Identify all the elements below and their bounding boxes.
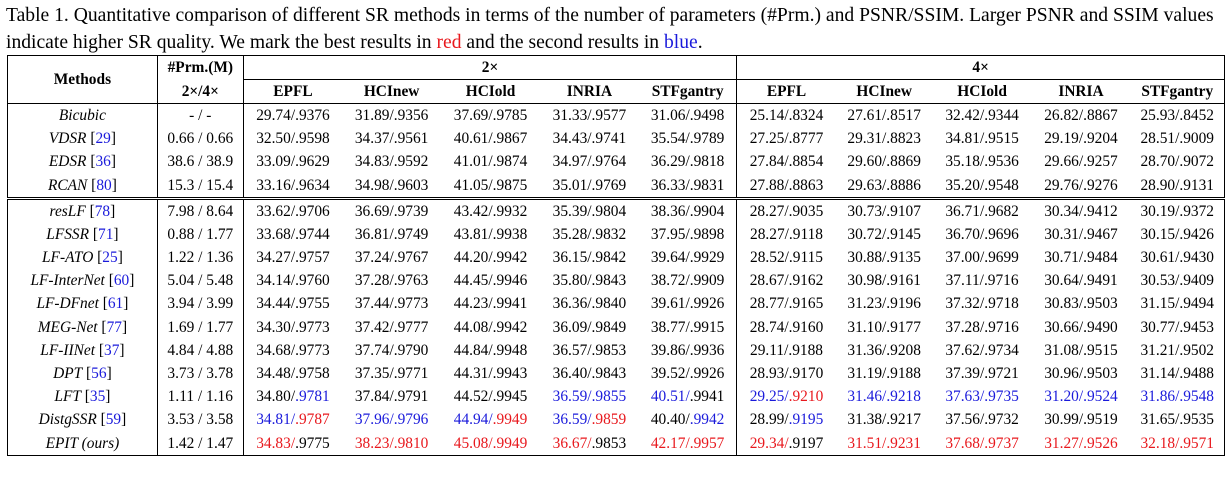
metric-cell: 38.36/.9904 <box>639 199 737 224</box>
param-count: 1.11 / 1.16 <box>157 386 243 409</box>
table-row <box>8 223 1225 246</box>
param-count: 3.53 / 3.58 <box>157 409 243 432</box>
param-count: 3.73 / 3.78 <box>157 362 243 385</box>
metric-cell: 30.77/.9453 <box>1130 316 1224 339</box>
metric-cell: 31.46/.9218 <box>847 388 921 406</box>
metric-cell: 44.08/.9942 <box>453 318 528 336</box>
param-count: 1.42 / 1.47 <box>157 432 243 456</box>
metric-cell: 30.66/.9490 <box>1044 318 1118 336</box>
header-dataset: EPFL <box>243 80 342 104</box>
metric-cell: 29.25/.9210 <box>749 388 824 406</box>
metric-cell: 31.89/.9356 <box>342 104 441 128</box>
metric-cell: 30.19/.9372 <box>1130 199 1224 224</box>
metric-cell: 37.68/.9737 <box>933 432 1032 456</box>
citation-link[interactable]: 56 <box>91 365 107 383</box>
header-scale-2x: 2× <box>243 56 737 80</box>
method-name: Bicubic <box>8 104 158 128</box>
metric-cell: 29.74/.9376 <box>243 104 342 128</box>
metric-cell: 34.37/.9561 <box>354 130 429 148</box>
metric-cell: 38.72/.9909 <box>639 270 737 293</box>
citation-link[interactable]: 37 <box>104 341 120 359</box>
header-dataset: EPFL <box>737 80 836 104</box>
citation-link[interactable]: 36 <box>95 153 111 171</box>
metric-cell: 44.31/.9943 <box>453 365 528 383</box>
metric-cell: 31.38/.9217 <box>847 411 921 429</box>
metric-cell: 35.01/.9769 <box>540 174 639 199</box>
table-caption <box>6 2 1228 56</box>
metric-cell: 31.20/.9524 <box>1044 388 1118 406</box>
header-dataset: STFgantry <box>639 80 737 104</box>
metric-cell: 36.70/.9696 <box>945 225 1019 243</box>
metric-cell: 37.56/.9732 <box>945 411 1019 429</box>
metric-cell: 35.18/.9536 <box>945 153 1019 171</box>
metric-cell: 30.34/.9412 <box>1032 199 1131 224</box>
citation-link[interactable]: 80 <box>96 176 112 194</box>
metric-cell: 36.33/.9831 <box>639 174 737 199</box>
metric-cell: 37.42/.9777 <box>354 318 429 336</box>
method-name: LF-DFnet [61] <box>8 293 158 316</box>
header-dataset: HCIold <box>933 80 1032 104</box>
metric-cell: 42.17/.9957 <box>639 432 737 456</box>
metric-cell: 37.44/.9773 <box>354 295 429 313</box>
header-dataset: INRIA <box>1032 80 1131 104</box>
method-name: LFSSR [71] <box>8 223 158 246</box>
method-name: DistgSSR [59] <box>8 409 158 432</box>
metric-cell: 33.62/.9706 <box>243 199 342 224</box>
param-count: 3.94 / 3.99 <box>157 293 243 316</box>
method-name: VDSR [29] <box>8 128 158 151</box>
header-scale-4x: 4× <box>737 56 1225 80</box>
metric-cell: 41.05/.9875 <box>441 174 540 199</box>
param-count: 1.69 / 1.77 <box>157 316 243 339</box>
metric-cell: 27.25/.8777 <box>749 130 824 148</box>
metric-cell: 39.52/.9926 <box>639 362 737 385</box>
metric-cell: 33.68/.9744 <box>256 225 330 243</box>
metric-cell: 27.61/.8517 <box>836 104 933 128</box>
metric-cell: 31.10/.9177 <box>847 318 921 336</box>
metric-cell: 30.53/.9409 <box>1130 270 1224 293</box>
metric-cell: 36.59/.9855 <box>552 388 627 406</box>
metric-cell: 31.36/.9208 <box>847 341 921 359</box>
metric-cell: 30.64/.9491 <box>1044 272 1118 290</box>
caption-red-word: red <box>436 32 462 53</box>
param-count: 15.3 / 15.4 <box>157 174 243 199</box>
metric-cell: 28.93/.9170 <box>749 365 824 383</box>
param-count: 1.22 / 1.36 <box>157 247 243 270</box>
metric-cell: 27.88/.8863 <box>737 174 836 199</box>
table-row <box>8 247 1225 270</box>
metric-cell: 34.27/.9757 <box>256 249 330 267</box>
caption-text-2: and the second results in <box>461 32 664 53</box>
metric-cell: 35.20/.9548 <box>933 174 1032 199</box>
metric-cell: 36.09/.9849 <box>552 318 627 336</box>
table-row <box>8 362 1225 385</box>
metric-cell: 38.77/.9915 <box>639 316 737 339</box>
metric-cell: 28.74/.9160 <box>749 318 824 336</box>
citation-link[interactable]: 78 <box>94 202 111 220</box>
metric-cell: 36.15/.9842 <box>552 249 627 267</box>
metric-cell: 28.77/.9165 <box>749 295 824 313</box>
header-prm: #Prm.(M) <box>157 56 243 80</box>
metric-cell: 34.98/.9603 <box>342 174 441 199</box>
method-name: RCAN [80] <box>8 174 158 199</box>
header-dataset: HCInew <box>836 80 933 104</box>
metric-cell: 37.96/.9796 <box>354 411 429 429</box>
metric-cell: 29.76/.9276 <box>1032 174 1131 199</box>
metric-cell: 29.63/.8886 <box>836 174 933 199</box>
method-name: LF-IINet [37] <box>8 339 158 362</box>
metric-cell: 31.23/.9196 <box>847 295 921 313</box>
metric-cell: 30.71/.9484 <box>1044 249 1118 267</box>
param-count: 38.6 / 38.9 <box>157 151 243 174</box>
metric-cell: 28.27/.9118 <box>750 225 823 243</box>
metric-cell: 31.21/.9502 <box>1130 339 1224 362</box>
table-row <box>8 386 1225 409</box>
metric-cell: 28.90/.9131 <box>1130 174 1224 199</box>
metric-cell: 32.42/.9344 <box>933 104 1032 128</box>
metric-cell: 31.06/.9498 <box>639 104 737 128</box>
metric-cell: 44.45/.9946 <box>453 272 528 290</box>
metric-cell: 37.74/.9790 <box>354 341 429 359</box>
metric-cell: 36.67/.9853 <box>540 432 639 456</box>
metric-cell: 27.84/.8854 <box>749 153 824 171</box>
metric-cell: 36.29/.9818 <box>639 151 737 174</box>
header-dataset: HCInew <box>342 80 441 104</box>
caption-text-1: Table 1. Quantitative comparison of different SR methods in terms of the number of parameters (#Prm.) and PSNR/SSIM. Larger PSNR and SSIM values indicate higher SR quality. We mark the best results in <box>6 5 1214 53</box>
metric-cell: 39.86/.9936 <box>639 339 737 362</box>
metric-cell: 28.27/.9035 <box>737 199 836 224</box>
citation-link[interactable]: 59 <box>105 411 122 429</box>
metric-cell: 29.11/.9188 <box>750 341 823 359</box>
metric-cell: 34.44/.9755 <box>256 295 330 313</box>
metric-cell: 44.20/.9942 <box>453 249 528 267</box>
metric-cell: 34.30/.9773 <box>256 318 330 336</box>
metric-cell: 25.93/.8452 <box>1130 104 1224 128</box>
header-dataset: HCIold <box>441 80 540 104</box>
metric-cell: 34.68/.9773 <box>256 341 330 359</box>
metric-cell: 31.14/.9488 <box>1130 362 1224 385</box>
metric-cell: 40.51/.9941 <box>639 386 737 409</box>
metric-cell: 29.66/.9257 <box>1044 153 1118 171</box>
table-row <box>8 128 1225 151</box>
metric-cell: 30.61/.9430 <box>1130 247 1224 270</box>
table-row <box>8 409 1225 432</box>
metric-cell: 25.14/.8324 <box>737 104 836 128</box>
metric-cell: 34.80/.9781 <box>256 388 330 406</box>
metric-cell: 33.09/.9629 <box>256 153 330 171</box>
metric-cell: 37.00/.9699 <box>945 249 1019 267</box>
metric-cell: 40.40/.9942 <box>639 409 737 432</box>
metric-cell: 35.80/.9843 <box>552 272 627 290</box>
citation-link[interactable]: 60 <box>113 272 130 290</box>
metric-cell: 31.65/.9535 <box>1130 409 1224 432</box>
citation-link[interactable]: 61 <box>107 295 124 313</box>
table-row <box>8 432 1225 456</box>
metric-cell: 33.16/.9634 <box>243 174 342 199</box>
metric-cell: 30.73/.9107 <box>836 199 933 224</box>
metric-cell: 31.86/.9548 <box>1130 386 1224 409</box>
citation-link[interactable]: 71 <box>98 225 114 243</box>
metric-cell: 30.15/.9426 <box>1130 223 1224 246</box>
metric-cell: 28.52/.9115 <box>750 249 823 267</box>
metric-cell: 29.19/.9204 <box>1044 130 1118 148</box>
method-name: DPT [56] <box>8 362 158 385</box>
metric-cell: 28.51/.9009 <box>1130 128 1224 151</box>
metric-cell: 32.18/.9571 <box>1130 432 1224 456</box>
metric-cell: 31.15/.9494 <box>1130 293 1224 316</box>
param-count: 4.84 / 4.88 <box>157 339 243 362</box>
metric-cell: 37.84/.9791 <box>354 388 429 406</box>
metric-cell: 31.33/.9577 <box>540 104 639 128</box>
metric-cell: 37.62/.9734 <box>945 341 1019 359</box>
metric-cell: 34.14/.9760 <box>256 272 330 290</box>
metric-cell: 34.43/.9741 <box>552 130 627 148</box>
method-name: resLF [78] <box>8 199 158 224</box>
metric-cell: 36.81/.9749 <box>354 225 429 243</box>
method-name: MEG-Net [77] <box>8 316 158 339</box>
metric-cell: 37.69/.9785 <box>441 104 540 128</box>
metric-cell: 38.23/.9810 <box>342 432 441 456</box>
param-count: 0.66 / 0.66 <box>157 128 243 151</box>
caption-blue-word: blue <box>663 32 698 53</box>
param-count: 0.88 / 1.77 <box>157 223 243 246</box>
metric-cell: 34.81/.9787 <box>256 411 330 429</box>
metric-cell: 37.35/.9771 <box>354 365 429 383</box>
metric-cell: 44.52/.9945 <box>453 388 528 406</box>
metric-cell: 28.70/.9072 <box>1130 151 1224 174</box>
citation-link[interactable]: 25 <box>102 249 118 267</box>
table-row <box>8 270 1225 293</box>
metric-cell: 35.28/.9832 <box>552 225 627 243</box>
table-row <box>8 104 1225 128</box>
metric-cell: 39.64/.9929 <box>639 247 737 270</box>
metric-cell: 31.51/.9231 <box>836 432 933 456</box>
method-name: EPIT (ours) <box>8 432 158 456</box>
metric-cell: 29.31/.8823 <box>847 130 921 148</box>
metric-cell: 36.36/.9840 <box>552 295 627 313</box>
metric-cell: 36.40/.9843 <box>552 365 627 383</box>
metric-cell: 34.83/.9592 <box>354 153 429 171</box>
metric-cell: 35.54/.9789 <box>639 128 737 151</box>
method-name: LF-InterNet [60] <box>8 270 158 293</box>
metric-cell: 36.71/.9682 <box>933 199 1032 224</box>
header-dataset: INRIA <box>540 80 639 104</box>
metric-cell: 34.97/.9764 <box>552 153 627 171</box>
table-row <box>8 293 1225 316</box>
table-row <box>8 151 1225 174</box>
header-dataset: STFgantry <box>1130 80 1224 104</box>
citation-link[interactable]: 35 <box>89 388 106 406</box>
metric-cell: 41.01/.9874 <box>453 153 528 171</box>
results-table <box>7 55 1225 456</box>
method-name: LFT [35] <box>8 386 158 409</box>
method-name: LF-ATO [25] <box>8 247 158 270</box>
metric-cell: 31.19/.9188 <box>847 365 921 383</box>
metric-cell: 30.88/.9135 <box>847 249 921 267</box>
method-name: EDSR [36] <box>8 151 158 174</box>
metric-cell: 37.11/.9716 <box>945 272 1019 290</box>
metric-cell: 30.72/.9145 <box>847 225 921 243</box>
metric-cell: 30.98/.9161 <box>847 272 921 290</box>
table-row <box>8 339 1225 362</box>
metric-cell: 37.28/.9716 <box>945 318 1019 336</box>
metric-cell: 39.61/.9926 <box>639 293 737 316</box>
metric-cell: 35.39/.9804 <box>540 199 639 224</box>
header-prm-scales: 2×/4× <box>157 80 243 104</box>
metric-cell: 30.96/.9503 <box>1044 365 1118 383</box>
metric-cell: 30.83/.9503 <box>1044 295 1118 313</box>
metric-cell: 29.60/.8869 <box>847 153 921 171</box>
metric-cell: 37.95/.9898 <box>639 223 737 246</box>
citation-link[interactable]: 77 <box>106 318 122 336</box>
metric-cell: 45.08/.9949 <box>441 432 540 456</box>
metric-cell: 36.69/.9739 <box>342 199 441 224</box>
caption-text-3: . <box>697 32 703 53</box>
metric-cell: 30.31/.9467 <box>1044 225 1118 243</box>
metric-cell: 43.42/.9932 <box>441 199 540 224</box>
metric-cell: 26.82/.8867 <box>1032 104 1131 128</box>
metric-cell: 34.83/.9775 <box>243 432 342 456</box>
metric-cell: 43.81/.9938 <box>453 225 528 243</box>
metric-cell: 37.28/.9763 <box>354 272 429 290</box>
metric-cell: 31.27/.9526 <box>1032 432 1131 456</box>
metric-cell: 44.84/.9948 <box>453 341 528 359</box>
metric-cell: 34.48/.9758 <box>256 365 330 383</box>
metric-cell: 31.08/.9515 <box>1044 341 1118 359</box>
metric-cell: 30.99/.9519 <box>1044 411 1118 429</box>
metric-cell: 32.50/.9598 <box>256 130 330 148</box>
metric-cell: 36.59/.9859 <box>552 411 627 429</box>
metric-cell: 37.24/.9767 <box>354 249 429 267</box>
metric-cell: 28.67/.9162 <box>749 272 824 290</box>
citation-link[interactable]: 29 <box>95 130 111 148</box>
metric-cell: 37.39/.9721 <box>945 365 1019 383</box>
metric-cell: 44.23/.9941 <box>453 295 528 313</box>
metric-cell: 37.32/.9718 <box>945 295 1019 313</box>
metric-cell: 40.61/.9867 <box>453 130 528 148</box>
table-row <box>8 199 1225 224</box>
table-row <box>8 316 1225 339</box>
metric-cell: 37.63/.9735 <box>945 388 1019 406</box>
table-row <box>8 174 1225 199</box>
metric-cell: 28.99/.9195 <box>749 411 824 429</box>
metric-cell: 36.57/.9853 <box>552 341 627 359</box>
metric-cell: 29.34/.9197 <box>737 432 836 456</box>
param-count: - / - <box>157 104 243 128</box>
param-count: 5.04 / 5.48 <box>157 270 243 293</box>
metric-cell: 34.81/.9515 <box>945 130 1019 148</box>
param-count: 7.98 / 8.64 <box>157 199 243 224</box>
metric-cell: 44.94/.9949 <box>453 411 528 429</box>
header-methods: Methods <box>8 56 158 104</box>
